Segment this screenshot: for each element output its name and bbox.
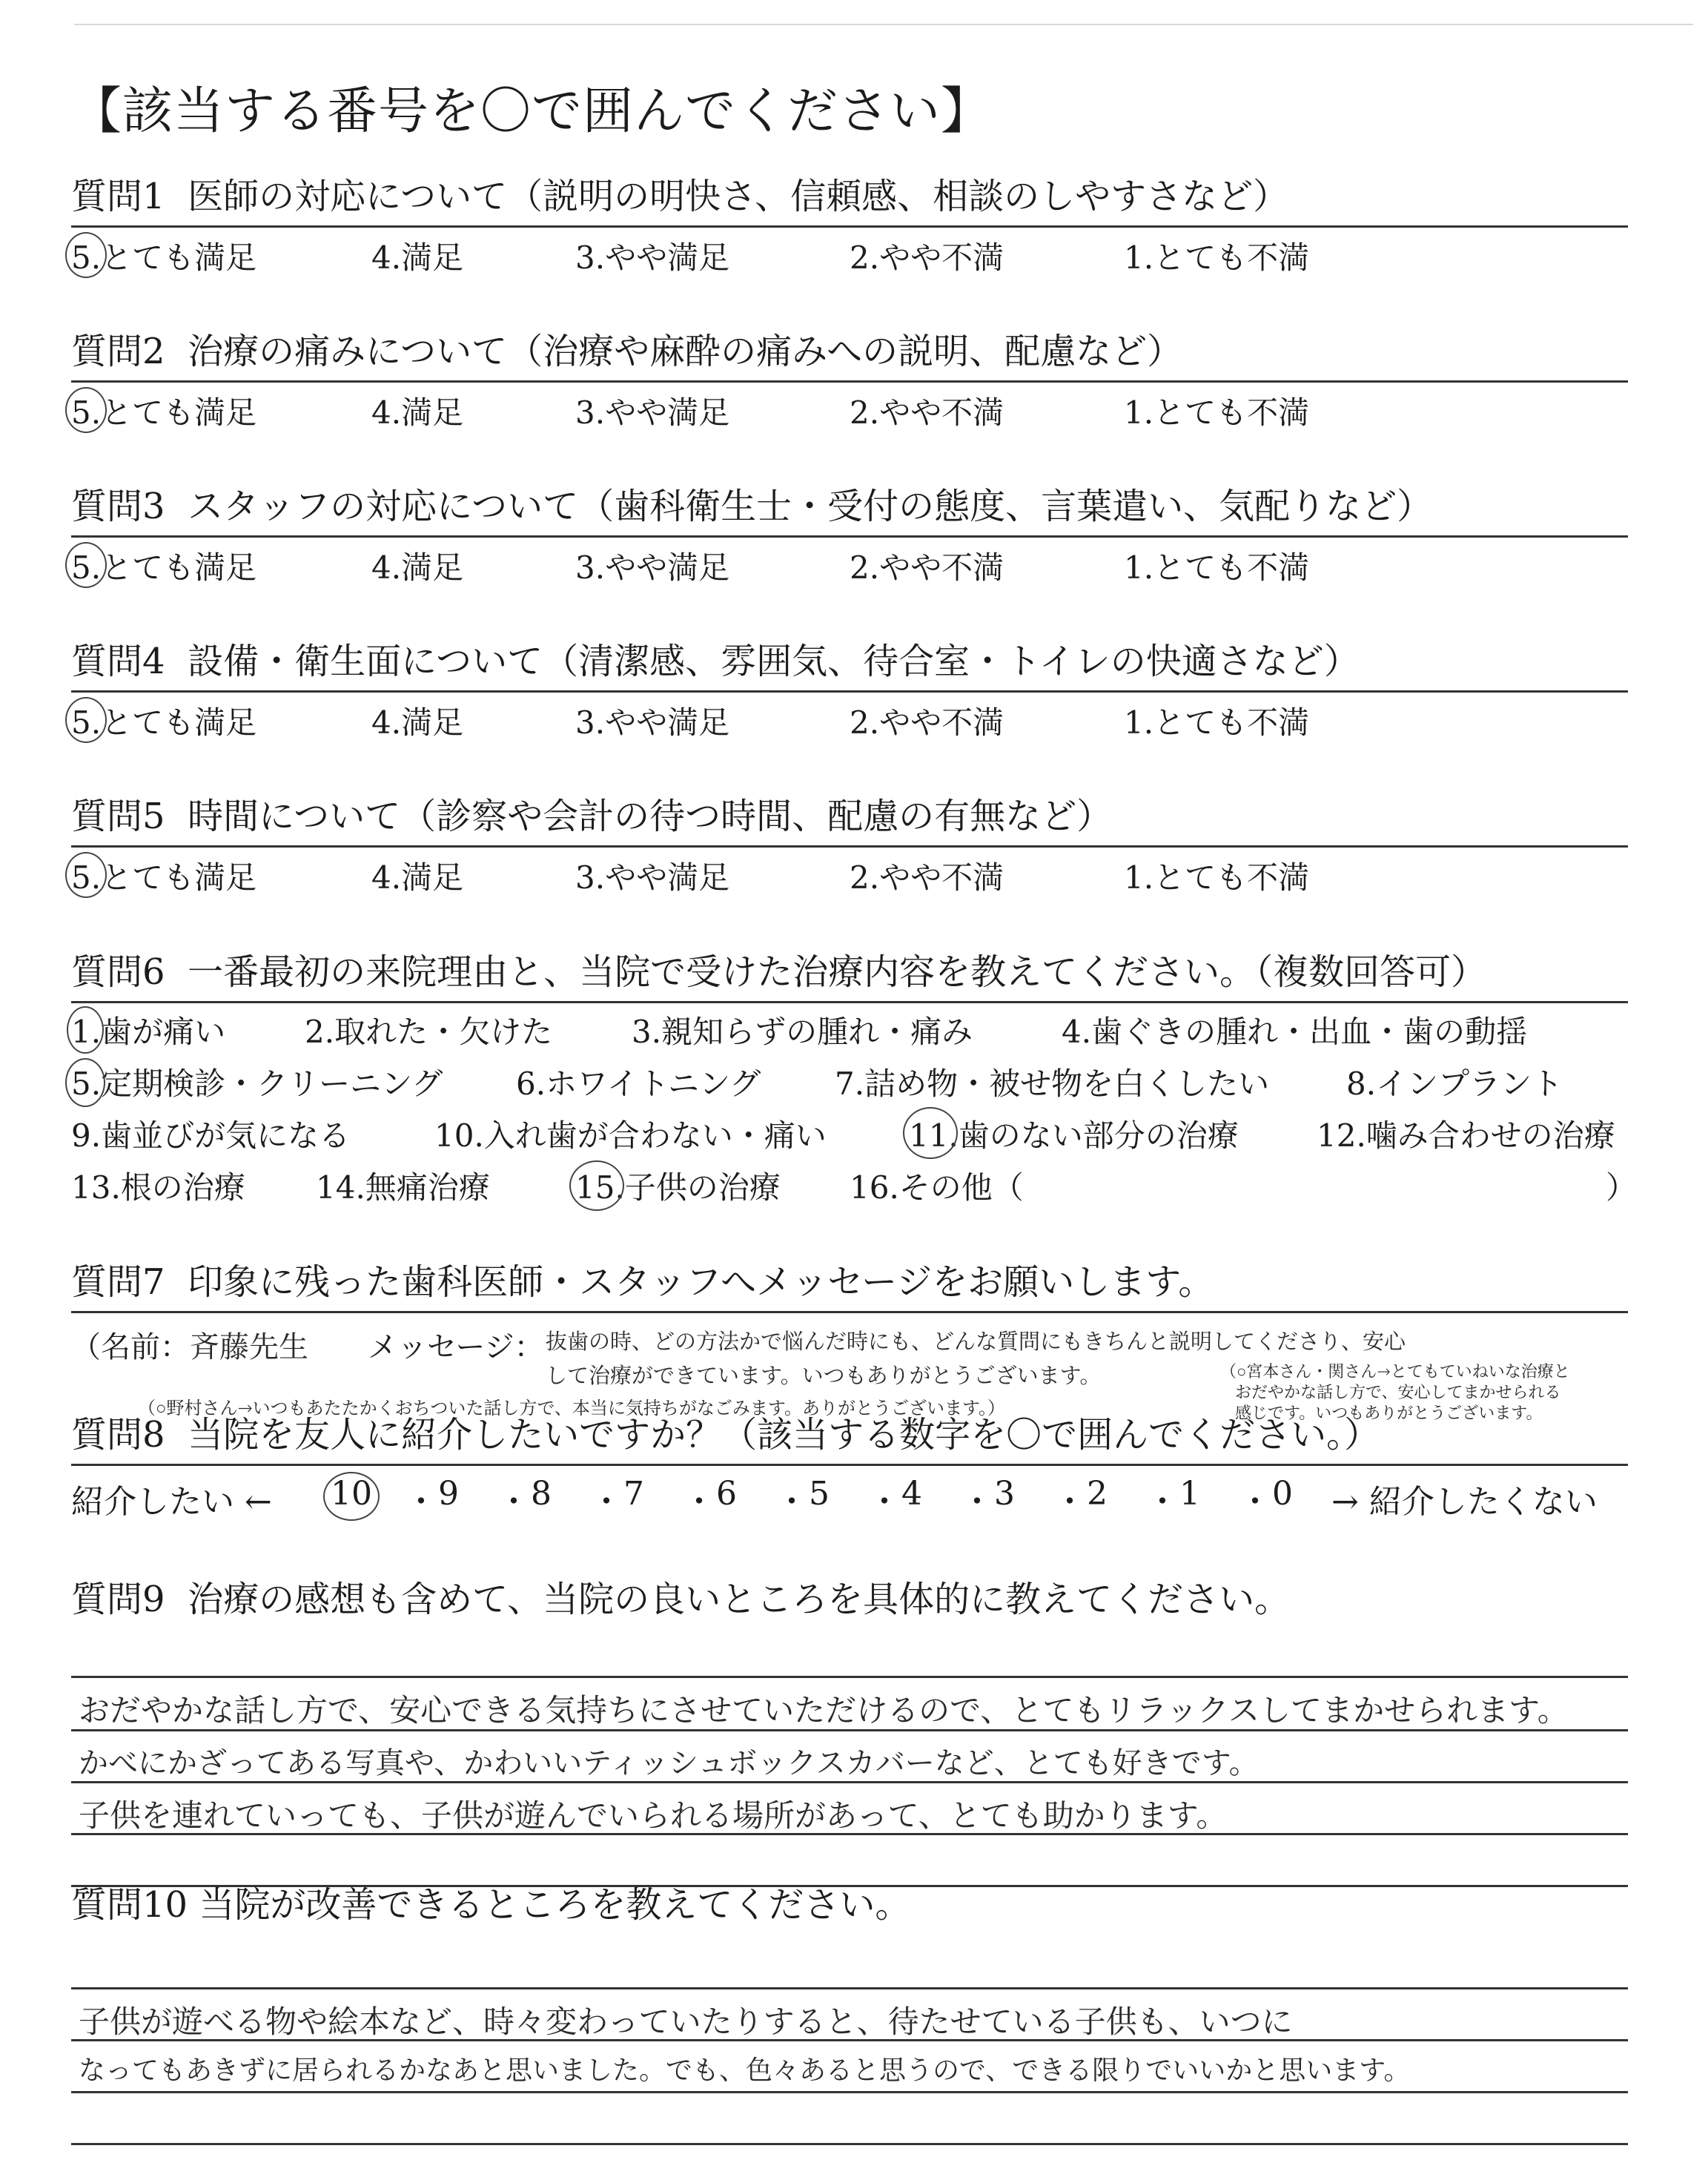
scale-value-6[interactable]: 6: [716, 1475, 737, 1513]
question-3: [71, 485, 1628, 587]
rating-option-1[interactable]: 1.とても不満: [1124, 704, 1310, 741]
selection-circle: [65, 387, 107, 433]
reason-option-2[interactable]: 2.取れた・欠けた: [305, 1014, 553, 1050]
rating-option-3[interactable]: 3.やや満足: [575, 394, 730, 431]
rating-option-2[interactable]: 2.やや不満: [850, 549, 1004, 586]
rating-option-5[interactable]: 5.とても満足: [71, 704, 257, 741]
reason-option-6[interactable]: 6.ホワイトニング: [516, 1066, 761, 1102]
question-label: 質問3: [71, 486, 165, 527]
question-text: 治療の感想も含めて、当院の良いところを具体的に教えてください。: [188, 1579, 1291, 1620]
selection-circle: [65, 542, 107, 588]
question-text: 印象に残った歯科医師・スタッフへメッセージをお願いします。: [188, 1261, 1214, 1303]
reason-option-3[interactable]: 3.親知らずの腫れ・痛み: [632, 1014, 973, 1050]
message-area: [71, 1313, 1628, 1424]
message-note-right-1[interactable]: （○宮本さん・関さん→とてもていねいな治療と: [1220, 1363, 1570, 1381]
selection-circle: [569, 1160, 624, 1211]
page-title: 【該当する番号を〇で囲んでください】: [71, 82, 993, 141]
scale-value-5[interactable]: 5: [809, 1475, 830, 1513]
selection-circle: [65, 232, 107, 278]
reason-option-8[interactable]: 8.インプラント: [1346, 1066, 1563, 1102]
answer-line-3[interactable]: 子供を連れていっても、子供が遊んでいられる場所があって、とても助かります。: [79, 1797, 1228, 1834]
question-6: [71, 951, 1638, 1211]
rating-option-2[interactable]: 2.やや不満: [850, 859, 1004, 896]
selection-circle: [65, 852, 107, 898]
reason-options: [71, 1003, 1638, 1211]
rating-option-1[interactable]: 1.とても不満: [1124, 549, 1310, 586]
rating-option-3[interactable]: 3.やや満足: [575, 859, 730, 896]
scale-right-label: → 紹介したくない: [1331, 1483, 1598, 1521]
reason-option-11[interactable]: 11.歯のない部分の治療: [909, 1117, 1239, 1154]
writing-line: [71, 1987, 1628, 1989]
question-5: [71, 795, 1628, 896]
message-line-2[interactable]: して治療ができています。いつもありがとうございます。: [546, 1363, 1102, 1388]
reason-option-10[interactable]: 10.入れ歯が合わない・痛い: [434, 1117, 827, 1154]
question-text: 一番最初の来院理由と、当院で受けた治療内容を教えてください。（複数回答可）: [188, 951, 1487, 993]
name-label: （名前：: [71, 1330, 190, 1364]
selection-circle: [65, 697, 107, 743]
question-label: 質問8: [71, 1414, 165, 1456]
writing-line: [71, 2091, 1628, 2093]
question-label: 質問10: [71, 1884, 188, 1926]
question-text: スタッフの対応について（歯科衛生士・受付の態度、言葉遣い、気配りなど）: [188, 486, 1433, 527]
answer-line-1[interactable]: 子供が遊べる物や絵本など、時々変わっていたりすると、待たせている子供も、いつに: [79, 2004, 1293, 2040]
message-line-1[interactable]: 抜歯の時、どの方法かで悩んだ時にも、どんな質問にもきちんと説明してくださり、安心: [546, 1329, 1406, 1354]
reason-option-14[interactable]: 14.無痛治療: [316, 1169, 490, 1206]
reason-option-16[interactable]: 16.その他（: [850, 1169, 1024, 1206]
rating-option-3[interactable]: 3.やや満足: [575, 704, 730, 741]
answer-line-2[interactable]: なってもあきずに居られるかなあと思いました。でも、色々あると思うので、できる限りでいいかと思います。: [79, 2055, 1411, 2086]
question-text: 当院を友人に紹介したいですか？（該当する数字を〇で囲んでください。）: [188, 1414, 1380, 1456]
scale-value-3[interactable]: 3: [994, 1475, 1015, 1513]
rating-option-3[interactable]: 3.やや満足: [575, 240, 730, 276]
rating-options: [71, 228, 1628, 277]
message-note-right-3[interactable]: 感じです。いつもありがとうございます。: [1235, 1404, 1543, 1423]
question-text: 医師の対応について（説明の明快さ、信頼感、相談のしやすさなど）: [188, 176, 1289, 217]
rating-options: [71, 848, 1628, 896]
other-close-paren: ）: [1606, 1169, 1638, 1206]
question-label: 質問2: [71, 331, 165, 372]
selection-circle: [323, 1472, 380, 1521]
rating-option-2[interactable]: 2.やや不満: [850, 240, 1004, 276]
question-label: 質問7: [71, 1261, 165, 1303]
scale-value-4[interactable]: 4: [901, 1475, 922, 1513]
reason-option-12[interactable]: 12.噛み合わせの治療: [1317, 1117, 1615, 1154]
reason-option-9[interactable]: 9.歯並びが気になる: [71, 1117, 351, 1154]
question-label: 質問9: [71, 1579, 165, 1620]
question-text: 当院が改善できるところを教えてください。: [199, 1884, 911, 1926]
rating-options: [71, 383, 1628, 432]
question-4: [71, 640, 1628, 742]
question-9: [71, 1578, 1628, 1888]
rating-option-4[interactable]: 4.満足: [371, 549, 464, 586]
rating-option-1[interactable]: 1.とても不満: [1124, 394, 1310, 431]
question-10: [71, 1883, 1628, 2149]
selection-circle: [67, 1006, 104, 1054]
rating-option-5[interactable]: 5.とても満足: [71, 240, 257, 276]
question-text: 治療の痛みについて（治療や麻酔の痛みへの説明、配慮など）: [188, 331, 1183, 372]
reason-option-1[interactable]: 1.歯が痛い: [71, 1014, 226, 1050]
scale-value-8[interactable]: 8: [531, 1475, 552, 1513]
message-label: メッセージ：: [368, 1330, 544, 1364]
rating-option-4[interactable]: 4.満足: [371, 240, 464, 276]
scale-value-10[interactable]: 10: [331, 1475, 372, 1513]
rating-option-2[interactable]: 2.やや不満: [850, 394, 1004, 431]
rating-option-5[interactable]: 5.とても満足: [71, 394, 257, 431]
recommend-scale: 紹介したい ← 10 ・ 9 ・ 8 ・ 7 ・ 6 ・ 5 ・ 4 ・ 3 ・ 2 ・ 1 ・ 0 → 紹介したくない: [71, 1466, 1628, 1522]
question-label: 質問4: [71, 641, 165, 682]
rating-option-1[interactable]: 1.とても不満: [1124, 859, 1310, 896]
scale-left-label: 紹介したい ←: [71, 1483, 272, 1521]
rating-option-5[interactable]: 5.とても満足: [71, 549, 257, 586]
rating-option-5[interactable]: 5.とても満足: [71, 859, 257, 896]
rating-options: [71, 538, 1628, 587]
question-label: 質問6: [71, 951, 165, 993]
answer-line-1[interactable]: おだやかな話し方で、安心できる気持ちにさせていただけるので、とてもリラックスしてまかせられます。: [79, 1692, 1569, 1728]
scale-value-2[interactable]: 2: [1087, 1475, 1108, 1513]
reason-option-15[interactable]: 15.子供の治療: [575, 1169, 781, 1206]
scale-value-0[interactable]: 0: [1272, 1475, 1293, 1513]
answer-line-2[interactable]: かべにかざってある写真や、かわいいティッシュボックスカバーなど、とても好きです。: [79, 1746, 1259, 1780]
selection-circle: [65, 1058, 105, 1107]
rating-options: [71, 693, 1628, 742]
rating-option-4[interactable]: 4.満足: [371, 394, 464, 431]
scale-value-1[interactable]: 1: [1179, 1475, 1200, 1513]
question-8: [71, 1413, 1628, 1522]
message-note-right-2[interactable]: おだやかな話し方で、安心してまかせられる: [1235, 1384, 1561, 1402]
answer-lines: [71, 1926, 1628, 2149]
rating-option-4[interactable]: 4.満足: [371, 859, 464, 896]
rating-option-3[interactable]: 3.やや満足: [575, 549, 730, 586]
question-label: 質問5: [71, 796, 165, 837]
rating-option-1[interactable]: 1.とても不満: [1124, 240, 1310, 276]
scale-value-7[interactable]: 7: [623, 1475, 644, 1513]
reason-option-7[interactable]: 7.詰め物・被せ物を白くしたい: [835, 1066, 1270, 1102]
question-text: 設備・衛生面について（清潔感、雰囲気、待合室・トイレの快適さなど）: [188, 641, 1360, 682]
message-note-left[interactable]: （○野村さん→いつもあたたかくおちついた話し方で、本当に気持ちがなごみます。ありがとうございます。）: [138, 1398, 1006, 1418]
rating-option-4[interactable]: 4.満足: [371, 704, 464, 741]
selection-circle: [903, 1107, 958, 1159]
reason-option-13[interactable]: 13.根の治療: [71, 1169, 245, 1206]
writing-line: [71, 1676, 1628, 1678]
scale-value-9[interactable]: 9: [438, 1475, 459, 1513]
name-value[interactable]: 斉藤先生: [190, 1330, 308, 1364]
question-2: [71, 330, 1628, 432]
page-edge: [74, 24, 1693, 25]
question-label: 質問1: [71, 176, 165, 217]
rating-option-2[interactable]: 2.やや不満: [850, 704, 1004, 741]
writing-line: [71, 2143, 1628, 2145]
answer-lines: [71, 1621, 1628, 1888]
question-1: [71, 175, 1628, 277]
question-text: 時間について（診察や会計の待つ時間、配慮の有無など）: [188, 796, 1113, 837]
reason-option-5[interactable]: 5.定期検診・クリーニング: [71, 1066, 443, 1102]
reason-option-4[interactable]: 4.歯ぐきの腫れ・出血・歯の動揺: [1062, 1014, 1528, 1050]
question-7: [71, 1261, 1628, 1424]
